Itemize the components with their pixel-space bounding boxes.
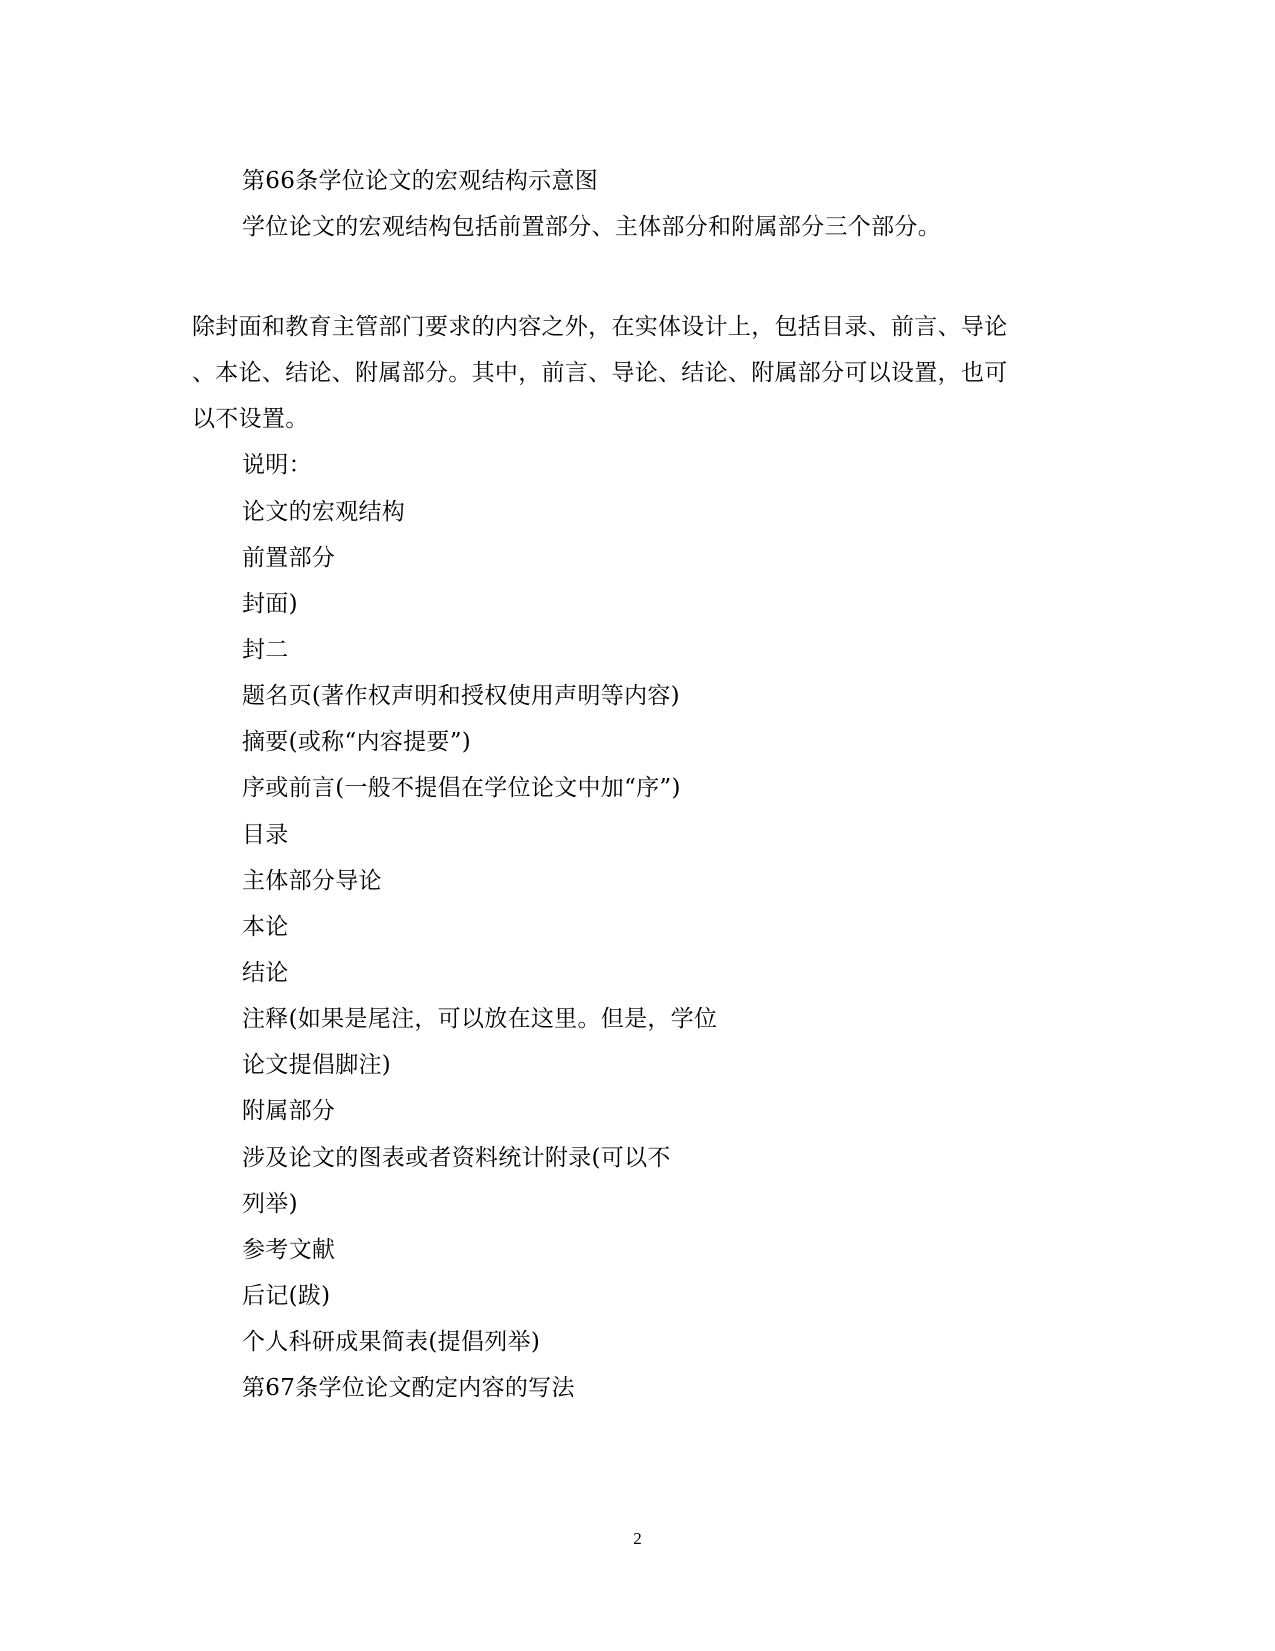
list-item: 前置部分 xyxy=(242,545,336,571)
list-item: 主体部分导论 xyxy=(242,868,382,894)
list-item: 论文提倡脚注) xyxy=(242,1052,392,1078)
list-item: 列举) xyxy=(242,1191,298,1217)
list-item: 注释(如果是尾注，可以放在这里。但是，学位 xyxy=(242,1006,718,1032)
list-item: 封面) xyxy=(242,591,298,617)
section-heading-67: 第67条学位论文酌定内容的写法 xyxy=(242,1375,575,1401)
list-item: 封二 xyxy=(242,637,289,663)
list-item: 目录 xyxy=(242,822,289,848)
list-item: 个人科研成果简表(提倡列举) xyxy=(242,1329,541,1355)
list-item: 题名页(著作权声明和授权使用声明等内容) xyxy=(242,683,680,709)
list-item: 结论 xyxy=(242,960,289,986)
body-paragraph-line-1: 除封面和教育主管部门要求的内容之外，在实体设计上，包括目录、前言、导论 xyxy=(192,314,1008,340)
section-heading-66: 第66条学位论文的宏观结构示意图 xyxy=(242,168,599,194)
intro-paragraph: 学位论文的宏观结构包括前置部分、主体部分和附属部分三个部分。 xyxy=(242,214,941,240)
list-item: 附属部分 xyxy=(242,1098,336,1124)
list-item: 摘要(或称“内容提要”) xyxy=(242,729,472,755)
list-item: 后记(跋) xyxy=(242,1283,331,1309)
list-item: 涉及论文的图表或者资料统计附录(可以不 xyxy=(242,1145,671,1171)
body-paragraph-line-3: 以不设置。 xyxy=(192,406,309,432)
list-item: 论文的宏观结构 xyxy=(242,499,406,525)
list-item: 参考文献 xyxy=(242,1237,336,1263)
body-paragraph-line-2: 、本论、结论、附属部分。其中，前言、导论、结论、附属部分可以设置，也可 xyxy=(192,360,1008,386)
list-item: 序或前言(一般不提倡在学位论文中加“序”) xyxy=(242,775,681,801)
list-item-notes-label: 说明： xyxy=(242,452,312,478)
page-number: 2 xyxy=(633,1529,642,1548)
list-item: 本论 xyxy=(242,914,289,940)
